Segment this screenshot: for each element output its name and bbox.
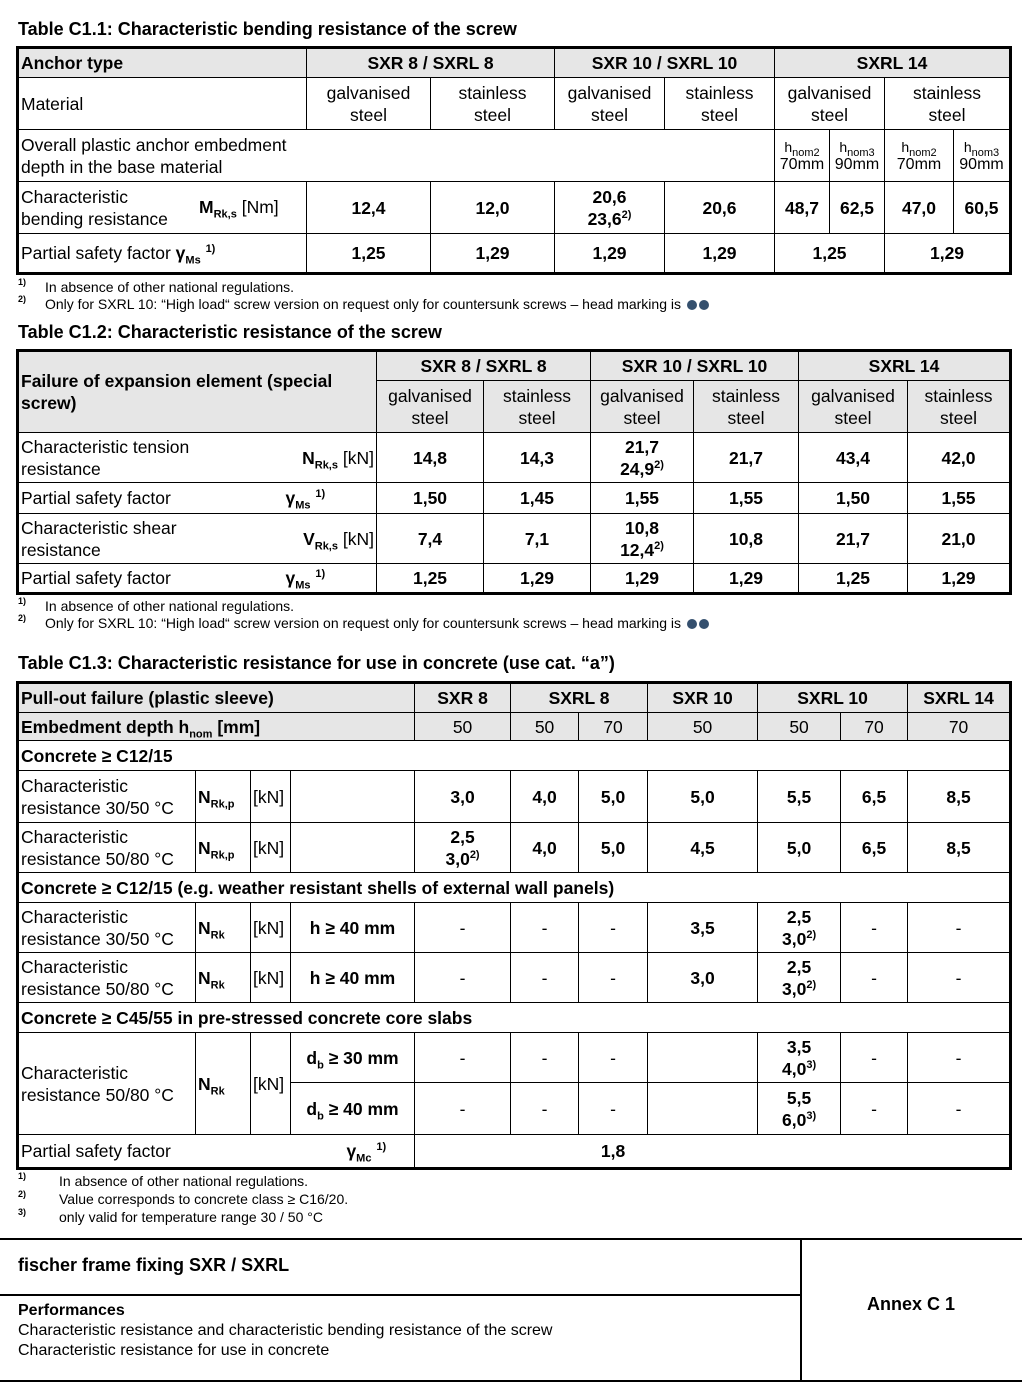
pullout-label: Pull-out failure (plastic sleeve) <box>18 683 415 713</box>
table-c1-1 <box>16 46 1012 275</box>
group-header: SXR 8 / SXRL 8 <box>307 48 555 78</box>
type-header: SXRL 14 <box>908 683 1011 713</box>
value-cell: - <box>511 1033 579 1083</box>
value-cell: - <box>415 1083 511 1135</box>
material-cell: galvanised steel <box>555 78 665 130</box>
hnom-cell: $h_{nom3}$ 90mm <box>954 130 1011 182</box>
value-cell: 21,7 <box>799 514 908 564</box>
value-cell: 5,0 <box>758 823 841 873</box>
value-cell: - <box>841 953 908 1003</box>
value-cell: 1,29 <box>665 234 775 274</box>
material-cell: galvanised steel <box>799 381 908 433</box>
row-condition <box>291 771 415 823</box>
row-condition: $d_b \ge 30$ mm <box>291 1033 415 1083</box>
failure-label: Failure of expansion element (special screw) <box>18 351 377 433</box>
footnotes-c1-1: 1) In absence of other national regulations. 2) Only for SXRL 10: “High load“ screw version on request only for countersunk screws – head marking is <box>18 278 918 314</box>
value-cell: 1,29 <box>591 564 694 594</box>
value-cell: 2,5 3,0$^{2)}$ <box>415 823 511 873</box>
row-label: Characteristic resistance 50/80 °C <box>18 823 196 873</box>
value-cell: - <box>579 1033 648 1083</box>
head-marking-icon <box>687 300 697 310</box>
group-header: SXRL 14 <box>775 48 1011 78</box>
material-cell: galvanised steel <box>307 78 431 130</box>
value-cell: - <box>511 953 579 1003</box>
tension-symbol: $N_{Rk,s}$ [kN] <box>278 433 377 483</box>
type-header: SXRL 10 <box>758 683 908 713</box>
psf-label: Partial safety factor <box>18 483 278 514</box>
value-cell: - <box>511 1083 579 1135</box>
embedment-depth-label: Embedment depth $h_{nom}$ [mm] <box>18 713 415 741</box>
performances-heading: Performances <box>18 1302 125 1319</box>
value-cell: 1,29 <box>908 564 1011 594</box>
value-cell: 42,0 <box>908 433 1011 483</box>
section-header: Concrete ≥ C45/55 in pre-stressed concrete core slabs <box>18 1003 1011 1033</box>
section-header: Concrete ≥ C12/15 (e.g. weather resistant shells of external wall panels) <box>18 873 1011 903</box>
footer-divider <box>0 1294 800 1296</box>
embedment-label: Overall plastic anchor embedment depth in the base material <box>18 130 775 182</box>
value-cell: 5,5 6,0$^{3)}$ <box>758 1083 841 1135</box>
value-cell: - <box>415 1033 511 1083</box>
value-cell: 43,4 <box>799 433 908 483</box>
value-cell: 5,0 <box>648 771 758 823</box>
type-header: SXR 8 <box>415 683 511 713</box>
value-cell: 1,29 <box>484 564 591 594</box>
value-cell: 8,5 <box>908 771 1011 823</box>
hnom-cell: $h_{nom2}$ 70mm <box>885 130 954 182</box>
value-cell: 1,25 <box>377 564 484 594</box>
row-condition: $d_b \ge 40$ mm <box>291 1083 415 1135</box>
material-cell: stainless steel <box>885 78 1011 130</box>
section-header: Concrete ≥ C12/15 <box>18 741 1011 771</box>
value-cell: 21,7 24,9$^{2)}$ <box>591 433 694 483</box>
value-cell: 14,3 <box>484 433 591 483</box>
value-cell: 1,25 <box>307 234 431 274</box>
footer-description: Characteristic resistance for use in concrete <box>18 1342 330 1359</box>
head-marking-icon <box>699 300 709 310</box>
value-cell: 1,25 <box>799 564 908 594</box>
group-header: SXRL 14 <box>799 351 1011 381</box>
footnotes-c1-2: 1) In absence of other national regulations. 2) Only for SXRL 10: “High load“ screw version on request only for countersunk screws – head marking is <box>18 597 918 633</box>
psf-symbol: $\gamma_{Ms}$ $^{1)}$ <box>278 483 377 514</box>
row-unit: [kN] <box>251 903 291 953</box>
tension-label: Characteristic tension resistance <box>18 433 278 483</box>
depth-cell: 50 <box>511 713 579 741</box>
value-cell: - <box>908 1033 1011 1083</box>
value-cell: 1,55 <box>908 483 1011 514</box>
value-cell: - <box>841 1083 908 1135</box>
psf-symbol: $\gamma_{Mc}$ $^{1)}$ <box>291 1135 415 1169</box>
depth-cell: 70 <box>908 713 1011 741</box>
value-cell: 2,5 3,0$^{2)}$ <box>758 903 841 953</box>
value-cell: 1,29 <box>555 234 665 274</box>
value-cell: 47,0 <box>885 182 954 234</box>
row-condition <box>291 823 415 873</box>
anchor-type-label: Anchor type <box>18 48 307 78</box>
product-name: fischer frame fixing SXR / SXRL <box>18 1255 290 1275</box>
value-cell: 5,0 <box>579 771 648 823</box>
footnotes-c1-3: 1) In absence of other national regulations. 2) Value corresponds to concrete class ≥ C16/20. 3) only valid for temperature range 30 / 50 °C <box>18 1171 349 1225</box>
footer-description: Characteristic resistance and characteristic bending resistance of the screw <box>18 1322 553 1339</box>
value-cell: - <box>579 1083 648 1135</box>
material-label: Material <box>18 78 307 130</box>
value-cell: 6,5 <box>841 771 908 823</box>
value-cell: 1,25 <box>775 234 885 274</box>
row-unit: [kN] <box>251 771 291 823</box>
material-cell: galvanised steel <box>591 381 694 433</box>
value-cell: 8,5 <box>908 823 1011 873</box>
annex-label: Annex C 1 <box>866 1294 956 1314</box>
row-unit: [kN] <box>251 953 291 1003</box>
depth-cell: 50 <box>648 713 758 741</box>
value-cell: 5,5 <box>758 771 841 823</box>
value-cell: - <box>908 953 1011 1003</box>
value-cell: 1,50 <box>799 483 908 514</box>
value-cell: - <box>579 953 648 1003</box>
value-cell <box>648 1033 758 1083</box>
value-cell: 10,8 12,4$^{2)}$ <box>591 514 694 564</box>
value-cell: 3,5 <box>648 903 758 953</box>
material-cell: galvanised steel <box>377 381 484 433</box>
depth-cell: 70 <box>841 713 908 741</box>
head-marking-icon <box>687 619 697 629</box>
depth-cell: 50 <box>758 713 841 741</box>
value-cell: - <box>415 903 511 953</box>
depth-cell: 50 <box>415 713 511 741</box>
psf-label: Partial safety factor <box>18 564 278 594</box>
value-cell: 5,0 <box>579 823 648 873</box>
hnom-cell: $h_{nom3}$ 90mm <box>830 130 885 182</box>
shear-symbol: $V_{Rk,s}$ [kN] <box>278 514 377 564</box>
value-cell: 6,5 <box>841 823 908 873</box>
value-cell: 4,5 <box>648 823 758 873</box>
table-c1-3 <box>16 681 1012 1170</box>
value-cell: 10,8 <box>694 514 799 564</box>
row-symbol: $N_{Rk}$ <box>196 903 251 953</box>
value-cell: 21,7 <box>694 433 799 483</box>
group-header: SXR 8 / SXRL 8 <box>377 351 591 381</box>
table-c1-2-title: Table C1.2: Characteristic resistance of the screw <box>18 322 442 342</box>
group-header: SXR 10 / SXRL 10 <box>591 351 799 381</box>
psf-value: 1,8 <box>415 1135 1011 1169</box>
row-symbol: $N_{Rk}$ <box>196 1033 251 1135</box>
value-cell: 4,0 <box>511 823 579 873</box>
row-condition: h ≥ 40 mm <box>291 953 415 1003</box>
depth-cell: 70 <box>579 713 648 741</box>
material-cell: stainless steel <box>908 381 1011 433</box>
value-cell: 3,5 4,0$^{3)}$ <box>758 1033 841 1083</box>
value-cell: - <box>415 953 511 1003</box>
type-header: SXR 10 <box>648 683 758 713</box>
value-cell: - <box>841 1033 908 1083</box>
value-cell: - <box>511 903 579 953</box>
material-cell: stainless steel <box>694 381 799 433</box>
row-symbol: $N_{Rk,p}$ <box>196 823 251 873</box>
table-c1-2 <box>16 349 1012 595</box>
value-cell: 1,50 <box>377 483 484 514</box>
row-unit: [kN] <box>251 823 291 873</box>
row-symbol: $N_{Rk,p}$ <box>196 771 251 823</box>
value-cell: 60,5 <box>954 182 1011 234</box>
group-header: SXR 10 / SXRL 10 <box>555 48 775 78</box>
value-cell: 3,0 <box>648 953 758 1003</box>
type-header: SXRL 8 <box>511 683 648 713</box>
value-cell: 1,45 <box>484 483 591 514</box>
value-cell <box>648 1083 758 1135</box>
value-cell: 48,7 <box>775 182 830 234</box>
head-marking-icon <box>699 619 709 629</box>
row-label: Characteristic resistance 50/80 °C <box>18 1033 196 1135</box>
value-cell: 62,5 <box>830 182 885 234</box>
value-cell: 3,0 <box>415 771 511 823</box>
psf-symbol: $\gamma_{Ms}$ $^{1)}$ <box>278 564 377 594</box>
material-cell: stainless steel <box>484 381 591 433</box>
value-cell: 7,4 <box>377 514 484 564</box>
value-cell: - <box>579 903 648 953</box>
row-symbol: $N_{Rk}$ <box>196 953 251 1003</box>
value-cell: 20,6 23,6$^{2)}$ <box>555 182 665 234</box>
row-label: Characteristic resistance 50/80 °C <box>18 953 196 1003</box>
shear-label: Characteristic shear resistance <box>18 514 278 564</box>
material-cell: galvanised steel <box>775 78 885 130</box>
row-label: Characteristic resistance 30/50 °C <box>18 771 196 823</box>
value-cell: 7,1 <box>484 514 591 564</box>
value-cell: 1,55 <box>694 483 799 514</box>
table-c1-1-title: Table C1.1: Characteristic bending resistance of the screw <box>18 19 517 39</box>
value-cell: - <box>908 903 1011 953</box>
value-cell: 4,0 <box>511 771 579 823</box>
row-condition: h ≥ 40 mm <box>291 903 415 953</box>
value-cell: 2,5 3,0$^{2)}$ <box>758 953 841 1003</box>
value-cell: 20,6 <box>665 182 775 234</box>
value-cell: 1,29 <box>885 234 1011 274</box>
value-cell: 12,4 <box>307 182 431 234</box>
value-cell: - <box>908 1083 1011 1135</box>
psf-label: Partial safety factor <box>18 1135 291 1169</box>
value-cell: - <box>841 903 908 953</box>
value-cell: 14,8 <box>377 433 484 483</box>
material-cell: stainless steel <box>665 78 775 130</box>
table-c1-3-title: Table C1.3: Characteristic resistance for use in concrete (use cat. “a”) <box>18 653 615 673</box>
hnom-cell: $h_{nom2}$ 70mm <box>775 130 830 182</box>
material-cell: stainless steel <box>431 78 555 130</box>
row-unit: [kN] <box>251 1033 291 1135</box>
psf-label: Partial safety factor $\gamma_{Ms}$ $^{1)}$ <box>18 234 307 274</box>
annex-footer <box>0 1238 1022 1382</box>
value-cell: 21,0 <box>908 514 1011 564</box>
row-label: Characteristic resistance 30/50 °C <box>18 903 196 953</box>
value-cell: 1,55 <box>591 483 694 514</box>
bending-label: Characteristic bending resistance $M_{Rk,s}$ [Nm] <box>18 182 307 234</box>
value-cell: 12,0 <box>431 182 555 234</box>
value-cell: 1,29 <box>431 234 555 274</box>
value-cell: 1,29 <box>694 564 799 594</box>
